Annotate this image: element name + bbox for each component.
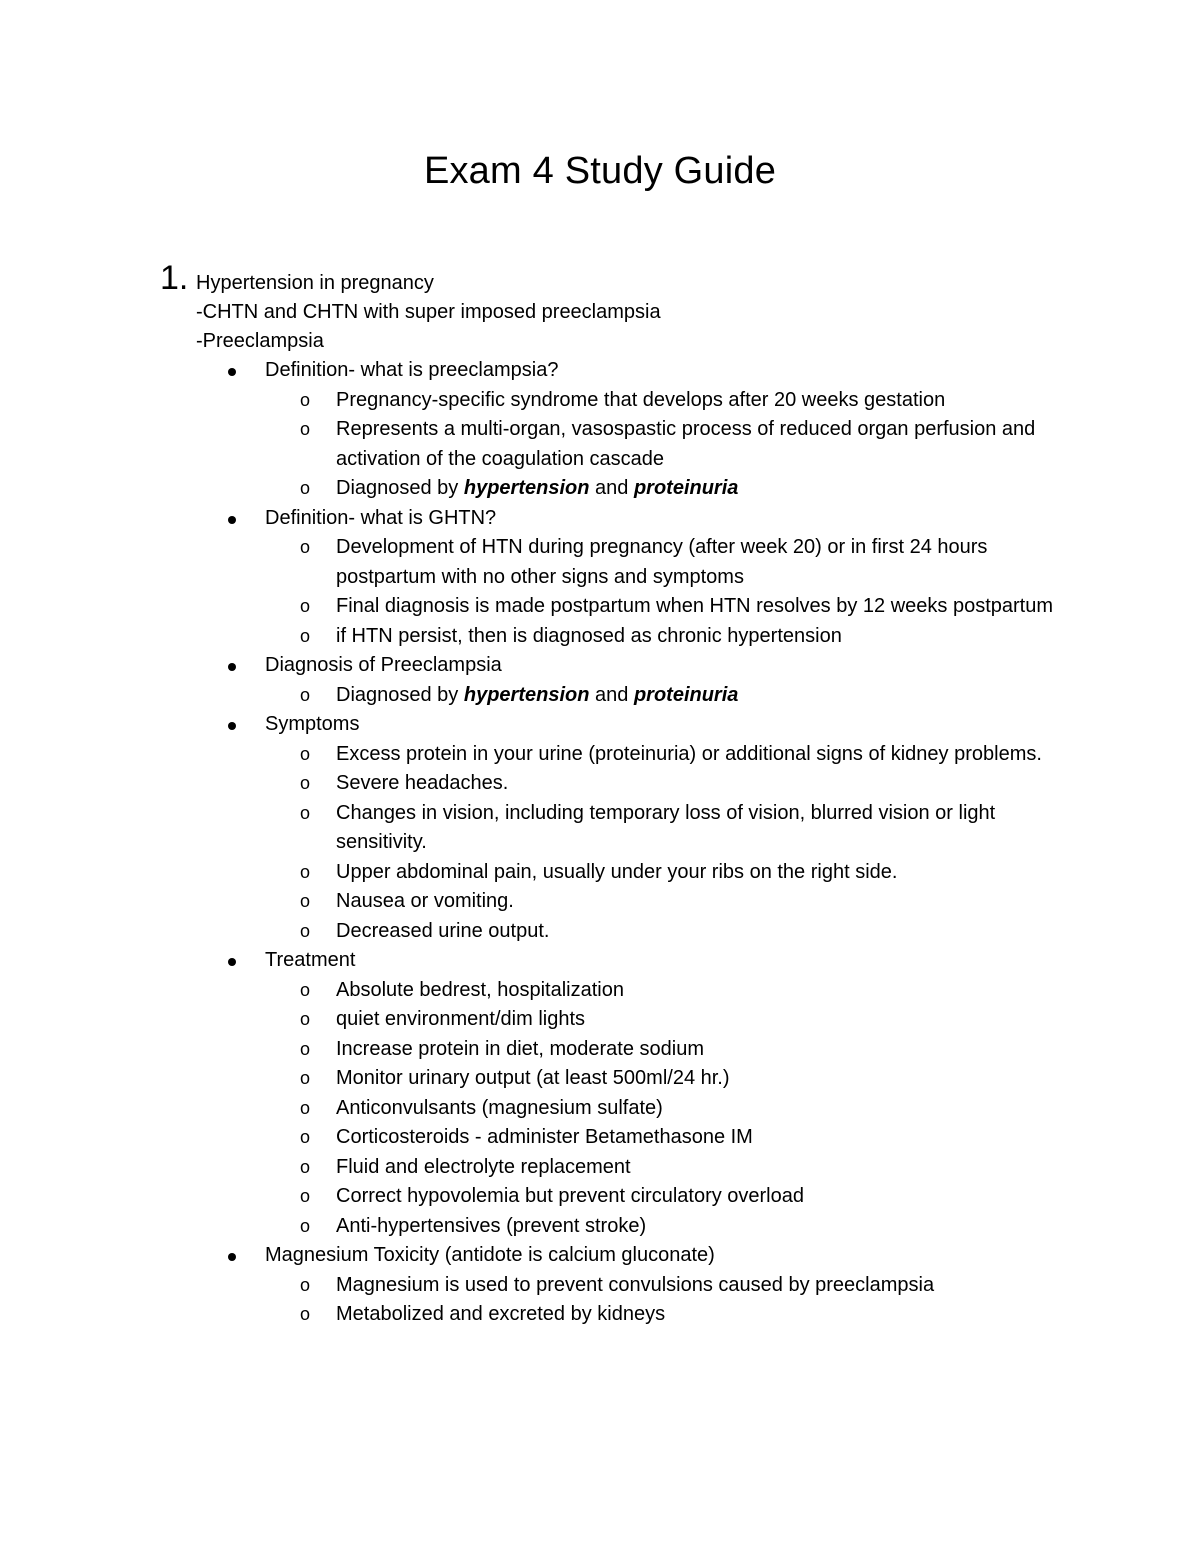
circle-bullet-icon: o xyxy=(300,743,311,764)
sub-item xyxy=(300,976,1056,1006)
section-heading xyxy=(160,258,1060,298)
sub-item-text: Metabolized and excreted by kidneys xyxy=(336,1303,666,1325)
bullet-item-ghtn-definition xyxy=(228,504,1060,652)
sub-item xyxy=(300,1094,1056,1124)
bullet-list xyxy=(160,356,1060,1330)
sub-item xyxy=(300,592,1056,622)
sub-item-text: Anticonvulsants (magnesium sulfate) xyxy=(336,1096,663,1119)
circle-bullet-icon: o xyxy=(300,979,311,1000)
dash-line-preeclampsia: -Preeclampsia xyxy=(196,330,324,352)
sub-list xyxy=(265,1271,1060,1330)
sub-item-text: Anti-hypertensives (prevent stroke) xyxy=(336,1214,647,1237)
sub-item xyxy=(300,887,1056,917)
sub-item xyxy=(300,1123,1056,1153)
sub-item xyxy=(300,740,1056,770)
sub-item-text: Increase protein in diet, moderate sodium xyxy=(336,1037,704,1060)
sub-item-text: Nausea or vomiting. xyxy=(336,890,514,912)
bullet-item-magnesium-toxicity xyxy=(228,1241,1060,1330)
circle-bullet-icon: o xyxy=(300,891,311,911)
circle-bullet-icon: o xyxy=(300,1186,311,1206)
bullet-dot-icon xyxy=(228,1253,236,1261)
bullet-item-diagnosis xyxy=(228,651,1060,710)
term-proteinuria: proteinuria xyxy=(633,477,739,499)
sub-item xyxy=(300,386,1056,416)
bullet-item-treatment xyxy=(228,946,1060,1241)
sub-item-text: quiet environment/dim lights xyxy=(336,1008,586,1030)
bullet-label: Definition- what is preeclampsia? xyxy=(265,359,559,381)
circle-bullet-icon: o xyxy=(300,861,311,882)
circle-bullet-icon: o xyxy=(300,1274,311,1295)
circle-bullet-icon: o xyxy=(300,1215,311,1236)
circle-bullet-icon: o xyxy=(300,625,311,646)
bullet-dot-icon xyxy=(228,663,236,671)
circle-bullet-icon: o xyxy=(300,1038,311,1059)
sub-list xyxy=(265,533,1060,651)
sub-list xyxy=(265,386,1060,504)
sub-item xyxy=(300,1153,1056,1183)
circle-bullet-icon: o xyxy=(300,684,311,705)
sub-item-text: Correct hypovolemia but prevent circulatory overload xyxy=(336,1185,804,1207)
sub-item xyxy=(300,1212,1056,1242)
sub-item-text: Upper abdominal pain, usually under your ribs on the right side. xyxy=(336,860,898,883)
bullet-item-symptoms xyxy=(228,710,1060,946)
sub-list xyxy=(265,681,1060,711)
bullet-label: Magnesium Toxicity (antidote is calcium gluconate) xyxy=(265,1244,715,1266)
sub-item-prefix: Diagnosed by xyxy=(336,477,464,499)
sub-item-text: Decreased urine output. xyxy=(336,919,550,942)
circle-bullet-icon: o xyxy=(300,596,311,616)
sub-item xyxy=(300,533,1056,592)
sub-item-text: Fluid and electrolyte replacement xyxy=(336,1155,631,1178)
sub-list xyxy=(265,740,1060,947)
sub-item xyxy=(300,917,1056,947)
bullet-label: Definition- what is GHTN? xyxy=(265,506,497,529)
section-number: 1. xyxy=(160,259,189,297)
sub-item xyxy=(300,769,1056,799)
sub-item-diagnosed-by xyxy=(300,681,1056,711)
sub-item xyxy=(300,1271,1056,1301)
bullet-label: Diagnosis of Preeclampsia xyxy=(265,654,502,676)
bullet-label: Treatment xyxy=(265,949,356,971)
circle-bullet-icon: o xyxy=(300,1068,311,1088)
dash-line-chtn: -CHTN and CHTN with super imposed preeclampsia xyxy=(196,301,661,323)
page-title: Exam 4 Study Guide xyxy=(423,150,777,192)
term-proteinuria: proteinuria xyxy=(633,683,739,706)
bullet-item-preeclampsia-definition xyxy=(228,356,1060,504)
sub-item-text: Magnesium is used to prevent convulsions caused by preeclampsia xyxy=(336,1273,935,1296)
sub-item-text: if HTN persist, then is diagnosed as chronic hypertension xyxy=(336,624,842,647)
bullet-label: Symptoms xyxy=(265,713,360,735)
circle-bullet-icon: o xyxy=(300,920,311,941)
circle-bullet-icon: o xyxy=(300,419,311,439)
term-hypertension: hypertension xyxy=(463,477,590,499)
sub-list xyxy=(265,976,1060,1242)
circle-bullet-icon: o xyxy=(300,1009,311,1029)
sub-item xyxy=(300,1064,1056,1094)
circle-bullet-icon: o xyxy=(300,478,311,498)
sub-item-text: Final diagnosis is made postpartum when HTN resolves by 12 weeks postpartum xyxy=(336,595,1053,617)
sub-item-text: Monitor urinary output (at least 500ml/24 hr.) xyxy=(336,1067,730,1089)
circle-bullet-icon: o xyxy=(300,773,311,793)
sub-item xyxy=(300,622,1056,652)
bullet-dot-icon xyxy=(228,722,236,730)
circle-bullet-icon: o xyxy=(300,1127,311,1147)
sub-item-text: Changes in vision, including temporary loss of vision, blurred vision or light sensitivity. xyxy=(336,801,996,853)
sub-item xyxy=(300,1035,1056,1065)
circle-bullet-icon: o xyxy=(300,802,311,823)
section-title: Hypertension in pregnancy xyxy=(196,272,434,294)
circle-bullet-icon: o xyxy=(300,1156,311,1177)
circle-bullet-icon: o xyxy=(300,1304,311,1324)
circle-bullet-icon: o xyxy=(300,1097,311,1118)
sub-item-text: Severe headaches. xyxy=(336,772,509,794)
sub-item-text: Pregnancy-specific syndrome that develops after 20 weeks gestation xyxy=(336,388,946,411)
sub-item-conjunction: and xyxy=(589,477,634,499)
sub-item xyxy=(300,858,1056,888)
bullet-dot-icon xyxy=(228,516,236,524)
sub-item-text: Development of HTN during pregnancy (after week 20) or in first 24 hours postpartum with no other signs and symptoms xyxy=(336,536,988,588)
sub-item-diagnosed-by xyxy=(300,474,1056,504)
bullet-dot-icon xyxy=(228,368,236,376)
sub-item-prefix: Diagnosed by xyxy=(336,683,464,706)
section-hypertension-in-pregnancy xyxy=(160,258,1060,1330)
sub-item xyxy=(300,415,1056,474)
sub-item-conjunction: and xyxy=(589,683,634,706)
sub-item xyxy=(300,799,1056,858)
bullet-dot-icon xyxy=(228,958,236,966)
circle-bullet-icon: o xyxy=(300,537,311,557)
sub-item-text: Corticosteroids - administer Betamethasone IM xyxy=(336,1126,753,1148)
sub-item-text: Excess protein in your urine (proteinuria) or additional signs of kidney problems. xyxy=(336,742,1042,765)
sub-item-text: Absolute bedrest, hospitalization xyxy=(336,978,624,1001)
sub-item xyxy=(300,1005,1056,1035)
term-hypertension: hypertension xyxy=(463,683,590,706)
sub-item-text: Represents a multi-organ, vasospastic process of reduced organ perfusion and activation of the coagulation cascade xyxy=(336,418,1036,470)
sub-item xyxy=(300,1182,1056,1212)
sub-item xyxy=(300,1300,1056,1330)
circle-bullet-icon: o xyxy=(300,389,311,410)
